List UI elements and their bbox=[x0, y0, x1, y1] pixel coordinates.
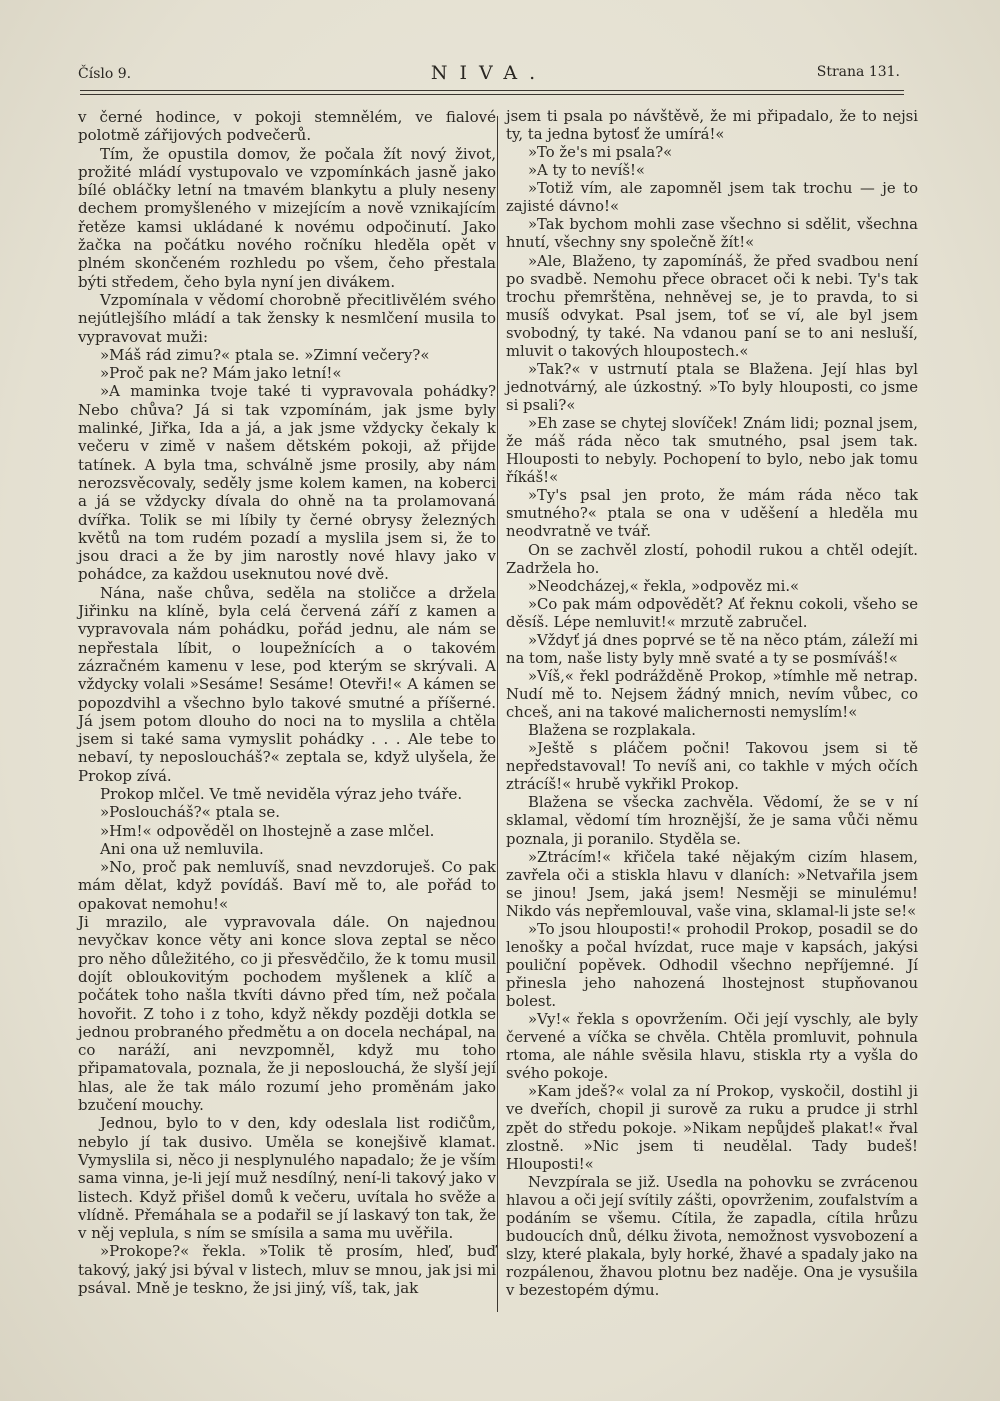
paragraph: Blažena se všecka zachvěla. Vědomí, že se v ní sklamal, vědomí tím hroznější, že je sama vůči němu poznala, ji poranilo. Styděla se. bbox=[506, 794, 918, 848]
paragraph: »Eh zase se chytej slovíček! Znám lidi; poznal jsem, že máš ráda něco tak smutného, psal jsem tak. Hlouposti to nebyly. Pochopení to bylo, nebo jak tomu říkáš!« bbox=[506, 415, 918, 487]
paragraph: Ani ona už nemluvila. bbox=[100, 839, 264, 858]
paragraph: Blažena se rozplakala. bbox=[528, 722, 696, 740]
paragraph: »Vždyť já dnes poprvé se tě na něco ptám, záleží mi na tom, naše listy byly mně svaté a ty se posmíváš!« bbox=[506, 631, 918, 667]
paragraph: »A ty to nevíš!« bbox=[528, 162, 645, 180]
paragraph: Nána, naše chůva, seděla na stoličce a držela Jiřinku na klíně, byla celá červená září z kamen a vypravovala nám pohádku, pořád jednu, ale nám se nepřestala líbit, o loupežnících a o takovém zázračném kamenu v lese, pod kterým se skrývali. A vždycky volali »Sesáme! Sesáme! Otevři!« A kámen se popozdvihl a všechno bylo takové smutné a příšerné. Já jsem potom dlouho do noci na to myslila a chtěla jsem si také sama vymyslit pohádky . . . Ale tebe to nebaví, ty neposloucháš?« zeptala se, když ulyšela, že Prokop zívá. bbox=[78, 583, 496, 785]
paragraph: »To že's mi psala?« bbox=[528, 144, 673, 162]
paragraph: »Ale, Blaženo, ty zapomínáš, že před svadbou není po svadbě. Nemohu přece obracet oči k nebi. Ty's tak trochu přemrštěna, nehněvej se, je to pravda, to si musíš odvykat. Psal jsem, toť se ví, ale byl jsem svobodný, ty také. Na vdanou paní se to ani nesluší, mluvit o takových hlouposteсh.« bbox=[506, 252, 918, 360]
paragraph: »A maminka tvoje také ti vypravovala pohádky? Nebo chůva? Já si tak vzpomínám, jak jsme byly malinké, Jiřka, Ida a já, a jak jsme vždycky čekaly k večeru v zimě v našem dětském pokoji, až přijde tatínek. A byla tma, schválně jsme prosily, aby nám nerozsvěcovaly, seděly jsme kolem kamen, na koberci a já se vždycky dívala do ohně na ta prolamovaná dvířka. Tolik se mi líbily ty černé obrysy železných květů na tom rudém pozadí a myslila jsem si, že to jsou draci a že by jim narostly nové hlavy jako v pohádce, za každou useknutou nové dvě. bbox=[78, 382, 496, 584]
header-rule bbox=[80, 94, 904, 95]
paragraph: »Co pak mám odpovědět? Ať řeknu cokoli, všeho se děsíš. Lépe nemluvit!« mrzutě zabručel. bbox=[506, 595, 918, 631]
paragraph: »Hm!« odpověděl on lhostejně a zase mlčel. bbox=[100, 821, 435, 840]
paragraph: »Proč pak ne? Mám jako letní!« bbox=[100, 364, 342, 383]
paragraph: »Tak bychom mohli zase všechno si sdělit, všechna hnutí, všechny sny společně žít!« bbox=[506, 216, 918, 252]
right-column bbox=[506, 108, 918, 1300]
left-column bbox=[78, 108, 496, 1297]
paragraph: »To jsou hlouposti!« prohodil Prokop, posadil se do lenošky a počal hvízdat, ruce maje v kapsách, jakýsi pouliční popěvek. Odhodil všechno nepříjemné. Jí přinesla jeho nahozená lhostejnost stupňovanou bolest. bbox=[506, 920, 918, 1011]
paragraph: »Víš,« řekl podrážděně Prokop, »tímhle mě netrap. Nudí mě to. Nejsem žádný mnich, nevím vůbec, co chceš, ani na takové malichernosti nemyslím!« bbox=[506, 667, 918, 722]
paragraph: Jednou, bylo to v den, kdy odeslala list rodičům, nebylo jí tak dusivo. Uměla se konejšivě klamat. Vymyslila si, něco ji nesplynulého napadalo; že je vším sama vinna, je-li její muž nesdílný, není-li takový jako v listech. Když přišel domů k večeru, uvítala ho svěže a vlídně. Přemáhala se a podařil se jí laskavý ton tak, že v něj veplula, s ním se smísila a sama mu uvěřila. bbox=[78, 1114, 496, 1243]
paragraph: »No, proč pak nemluvíš, snad nevzdoruješ. Co pak mám dělat, když povídáš. Baví mě to, ale pořád to opakovat nemohu!« bbox=[78, 858, 496, 913]
paragraph: On se zachvěl zlostí, pohodil rukou a chtěl odejít. Zadržela ho. bbox=[506, 541, 918, 577]
masthead-title: NIVA. bbox=[430, 62, 548, 84]
page-number: Strana 131. bbox=[816, 64, 900, 80]
paragraph: Ji mrazilo, ale vypravovala dále. On najednou nevyčkav konce věty ani konce slova zeptal se něco pro něho důležitého, co ji přesvědčilo, že k tomu musil dojít obloukovitým pochodem myšlenek a klíč a počátek toho našla tkvíti dávno před tím, než počala hovořit. Z toho i z toho, když někdy později dotkla se jednou probraného předmětu a on docela nechápal, na co naráží, ani nevzpomněl, když mu toho připamatovala, poznala, že ji neposlouchá, že slyší její hlas, ale že tak málo rozumí jeho proměnám jako bzučení mouchy. bbox=[78, 913, 496, 1115]
paragraph: Prokop mlčel. Ve tmě neviděla výraz jeho tváře. bbox=[100, 784, 463, 803]
paragraph: Tím, že opustila domov, že počala žít nový život, prožité mládí vystupovalo ve vzpomínkách jasně jako bílé obláčky letní na tmavém blankytu a pluly neseny dechem promyšleného v mizejícím a nově vznikajícím řetěze kamsi ukládané k novému odpočinutí. Jako žačka na počátku nového ročníku hleděla opět v plném skončeném rozhledu po všem, čeho přestala býti středem, čeho byla nyní jen divákem. bbox=[78, 144, 496, 291]
paragraph: »Ty's psal jen proto, že mám ráda něco tak smutného?« ptala se ona v uděšení a hleděla mu neodvratně ve tvář. bbox=[506, 487, 918, 541]
paragraph: Vzpomínala v vědomí chorobně přecitlivělém svého nejútlejšího mládí a tak žensky k nesmlčení musila to vypravovat muži: bbox=[78, 290, 496, 346]
paragraph: »Kam jdeš?« volal za ní Prokop, vyskočil, dostihl ji ve dveřích, chopil ji surově za ruku a prudce ji strhl zpět do středu pokoje. »Nikam nepůjdeš plakat!« řval zlostně. »Nic jsem ti neudělal. Tady budeš! Hlouposti!« bbox=[506, 1083, 918, 1173]
column-divider bbox=[497, 116, 498, 1312]
paragraph: Nevzpírala se již. Usedla na pohovku se zvrácenou hlavou a oči její svítily zášti, opovrženim, zoufalstvím a podáním se všemu. Cítila, že zapadla, cítila hrůzu budoucích dnů, délku života, nemožnost vysvobození a slzy, které plakala, byly horké, žhavé a spadaly jako na rozpálenou, žhavou plotnu bez naděje. Ona je vysušila v bezestopém dýmu. bbox=[506, 1173, 918, 1300]
paragraph: jsem ti psala po návštěvě, že mi připadalo, že to nejsi ty, ta jedna bytosť že umírá!« bbox=[506, 108, 918, 144]
paragraph: v černé hodince, v pokoji stemnělém, ve fialové polotmě zářijových podvečerů. bbox=[78, 108, 496, 145]
page-header bbox=[78, 62, 900, 88]
paragraph: »Máš rád zimu?« ptala se. »Zimní večery?« bbox=[100, 345, 430, 364]
paragraph: »Ztrácím!« křičela také nějakým cizím hlasem, zavřela oči a stiskla hlavu v dlaních: »Netvařila jsem se jinou! Jsem, jaká jsem! Nesměji se minulému! Nikdo vás nepřemlouval, vaše vina, sklamal-li jste se!« bbox=[506, 848, 918, 920]
paragraph: »Vy!« řekla s opovržením. Oči její vyschly, ale byly červené a víčka se chvěla. Chtěla promluvit, pohnula rtoma, ale náhle svěsila hlavu, stiskla rty a vyšla do svého pokoje. bbox=[506, 1011, 918, 1083]
paragraph: »Tak?« v ustrnutí ptala se Blažena. Její hlas byl jednotvárný, ale úzkostný. »To byly hlouposti, co jsme si psali?« bbox=[506, 360, 918, 414]
paragraph: »Neodcházej,« řekla, »odpověz mi.« bbox=[528, 577, 800, 595]
paragraph: »Totiž vím, ale zapomněl jsem tak trochu — je to zajisté dávno!« bbox=[506, 180, 918, 216]
paragraph: »Ještě s pláčem počni! Takovou jsem si tě nepředstavoval! To nevíš ani, co takhle v mých očích ztrácíš!« hrubě vykřikl Prokop. bbox=[506, 740, 918, 794]
issue-number: Číslo 9. bbox=[78, 66, 132, 82]
paragraph: »Posloucháš?« ptala se. bbox=[100, 803, 280, 822]
header-rule bbox=[80, 90, 904, 91]
paragraph: »Prokope?« řekla. »Tolik tě prosím, hleď, buď takový, jaký jsi býval v listech, mluv se mnou, jak jsi mi psával. Mně je teskno, že jsi jiný, víš, tak, jak bbox=[78, 1242, 496, 1297]
